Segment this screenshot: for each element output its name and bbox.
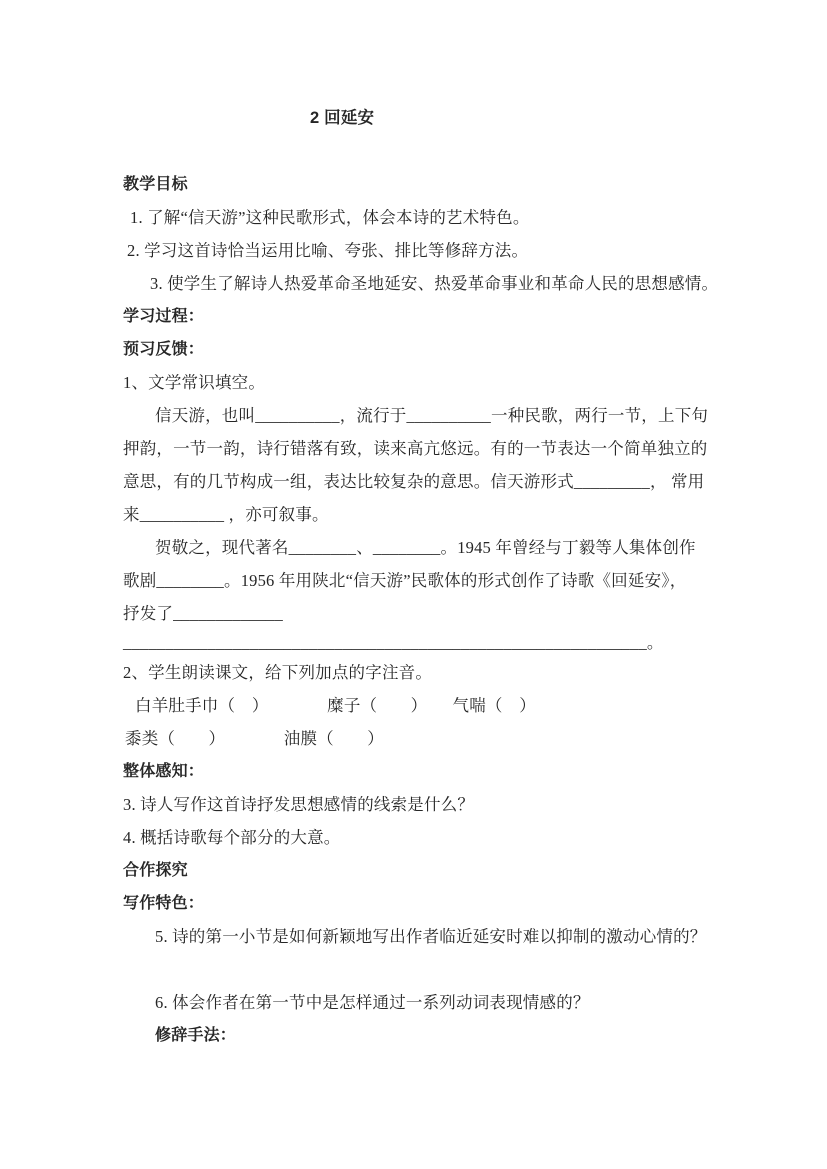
objective-1: 1. 了解“信天游”这种民歌形式，体会本诗的艺术特色。 — [130, 208, 530, 227]
pinyin-row-1: 白羊肚手巾（ ） 糜子（ ） 气喘（ ） — [135, 696, 536, 715]
heading-overall-perception: 整体感知： — [123, 763, 205, 780]
document-body — [123, 102, 719, 1052]
objective-2: 2. 学习这首诗恰当运用比喻、夸张、排比等修辞方法。 — [127, 241, 529, 260]
fill-blank-line-4: 来__________ ，亦可叙事。 — [123, 505, 329, 524]
question-1: 1、文学常识填空。 — [123, 373, 266, 392]
heading-rhetoric: 修辞手法： — [155, 1027, 237, 1044]
question-2: 2、学生朗读课文，给下列加点的字注音。 — [123, 663, 433, 682]
heading-writing-features: 写作特色： — [123, 895, 205, 912]
author-line-1: 贺敬之，现代著名________、________。1945 年曾经与丁毅等人集体创作 — [155, 538, 696, 557]
question-3: 3. 诗人写作这首诗抒发思想感情的线索是什么？ — [123, 795, 475, 814]
pinyin-row-2: 黍类（ ） 油膜（ ） — [125, 729, 384, 748]
blank-line — [123, 953, 713, 986]
blank-line — [123, 135, 713, 168]
question-5: 5. 诗的第一小节是如何新颖地写出作者临近延安时难以抑制的激动心情的？ — [155, 927, 707, 946]
objective-3: 3. 使学生了解诗人热爱革命圣地延安、热爱革命事业和革命人民的思想感情。 — [150, 274, 719, 293]
doc-title: 2 回延安 — [310, 109, 375, 127]
question-4: 4. 概括诗歌每个部分的大意。 — [123, 828, 341, 847]
heading-objectives: 教学目标 — [123, 176, 188, 193]
heading-preview-feedback: 预习反馈： — [123, 341, 205, 358]
author-line-3: 抒发了_____________ — [123, 604, 283, 623]
heading-process: 学习过程： — [123, 308, 205, 325]
question-6: 6. 体会作者在第一节中是怎样通过一系列动词表现情感的？ — [155, 993, 590, 1012]
heading-cooperative-inquiry: 合作探究 — [123, 862, 188, 879]
fill-blank-line-1: 信天游，也叫__________，流行于__________一种民歌，两行一节，上下句 — [155, 406, 709, 425]
answer-blank-line: ______________________________________________________________。 — [123, 633, 664, 652]
fill-blank-line-2: 押韵，一节一韵，诗行错落有致，读来高亢悠远。有的一节表达一个简单独立的 — [123, 439, 708, 458]
fill-blank-line-3: 意思，有的几节构成一组，表达比较复杂的意思。信天游形式_________， 常用 — [123, 472, 705, 491]
author-line-2: 歌剧________。1956 年用陕北“信天游”民歌体的形式创作了诗歌《回延安》， — [123, 571, 687, 590]
